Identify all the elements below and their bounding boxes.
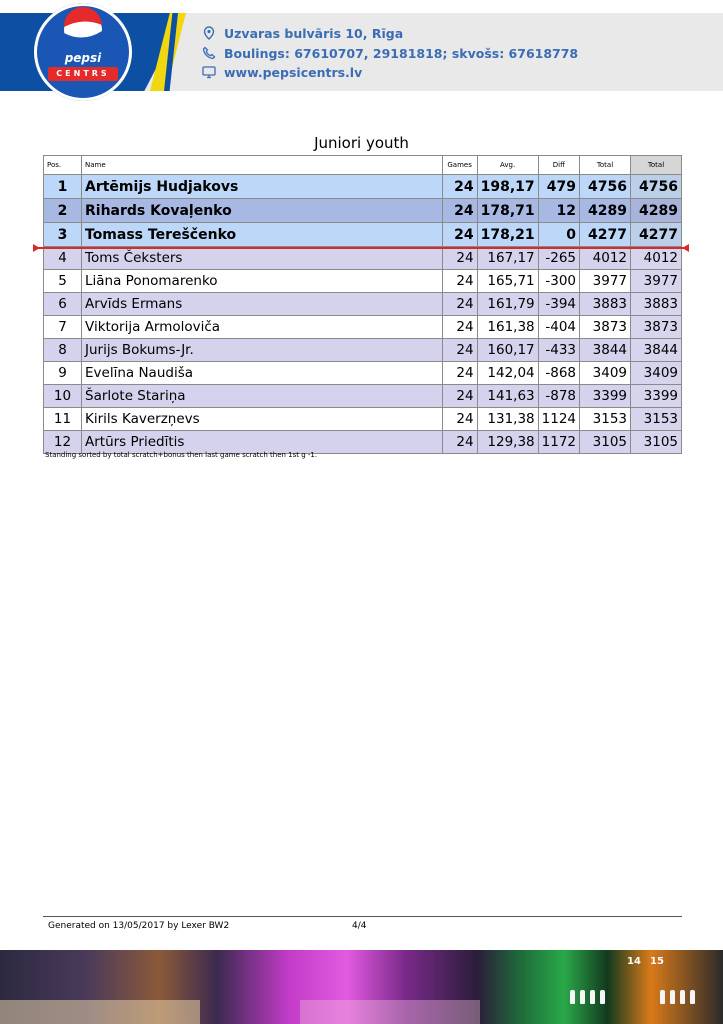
qualification-cut-line bbox=[38, 247, 688, 249]
logo-sub: CENTRS bbox=[48, 67, 118, 81]
col-pos: Pos. bbox=[44, 156, 82, 175]
table-row bbox=[44, 339, 682, 362]
header bbox=[0, 0, 723, 100]
row-total-2: 3844 bbox=[631, 339, 682, 362]
row-total: 3844 bbox=[580, 339, 631, 362]
bowling-pin-icon bbox=[600, 990, 605, 1004]
bowling-pin-icon bbox=[580, 990, 585, 1004]
row-diff: -404 bbox=[538, 316, 579, 339]
table-header-row bbox=[44, 156, 682, 175]
row-name: Arvīds Ermans bbox=[82, 293, 443, 316]
row-diff: 479 bbox=[538, 175, 579, 199]
row-avg: 142,04 bbox=[477, 362, 538, 385]
row-total-2: 4277 bbox=[631, 223, 682, 247]
row-total-2: 4012 bbox=[631, 247, 682, 270]
row-total-2: 4289 bbox=[631, 199, 682, 223]
row-name: Jurijs Bokums-Jr. bbox=[82, 339, 443, 362]
row-pos: 9 bbox=[44, 362, 82, 385]
col-total-2: Total bbox=[631, 156, 682, 175]
row-pos: 3 bbox=[44, 223, 82, 247]
row-games: 24 bbox=[442, 247, 477, 270]
lane-surface bbox=[300, 1000, 480, 1024]
sorting-note: Standing sorted by total scratch+bonus then last game scratch then 1st g -1. bbox=[45, 451, 318, 459]
row-pos: 4 bbox=[44, 247, 82, 270]
row-avg: 161,79 bbox=[477, 293, 538, 316]
row-total: 3105 bbox=[580, 431, 631, 454]
row-total: 3883 bbox=[580, 293, 631, 316]
generated-info: Generated on 13/05/2017 by Lexer BW2 bbox=[48, 921, 230, 931]
row-games: 24 bbox=[442, 362, 477, 385]
row-diff: -878 bbox=[538, 385, 579, 408]
row-avg: 167,17 bbox=[477, 247, 538, 270]
row-name: Tomass Tereščenko bbox=[82, 223, 443, 247]
row-total-2: 3977 bbox=[631, 270, 682, 293]
table-row bbox=[44, 293, 682, 316]
row-name: Liāna Ponomarenko bbox=[82, 270, 443, 293]
row-name: Šarlote Stariņa bbox=[82, 385, 443, 408]
row-total: 4289 bbox=[580, 199, 631, 223]
row-games: 24 bbox=[442, 270, 477, 293]
row-games: 24 bbox=[442, 316, 477, 339]
row-name: Toms Čeksters bbox=[82, 247, 443, 270]
bowling-hall-photo bbox=[0, 950, 723, 1024]
row-total-2: 3409 bbox=[631, 362, 682, 385]
lane-number: 14 bbox=[627, 956, 641, 967]
table-row bbox=[44, 362, 682, 385]
pepsi-centrs-logo[interactable] bbox=[34, 3, 132, 101]
row-total: 3153 bbox=[580, 408, 631, 431]
row-games: 24 bbox=[442, 293, 477, 316]
address-line bbox=[202, 26, 403, 41]
phones-line bbox=[202, 46, 578, 61]
bowling-pin-icon bbox=[670, 990, 675, 1004]
row-total-2: 3399 bbox=[631, 385, 682, 408]
address-text: Uzvaras bulvāris 10, Rīga bbox=[224, 26, 404, 41]
row-avg: 129,38 bbox=[477, 431, 538, 454]
row-games: 24 bbox=[442, 385, 477, 408]
row-diff: 0 bbox=[538, 223, 579, 247]
logo-word: pepsi bbox=[64, 51, 102, 65]
row-total-2: 3883 bbox=[631, 293, 682, 316]
row-avg: 160,17 bbox=[477, 339, 538, 362]
table-row bbox=[44, 223, 682, 247]
footer-divider bbox=[43, 916, 682, 917]
row-diff: 1124 bbox=[538, 408, 579, 431]
row-avg: 141,63 bbox=[477, 385, 538, 408]
phones-text: Boulings: 67610707, 29181818; skvošs: 67618778 bbox=[224, 46, 579, 61]
row-total: 3409 bbox=[580, 362, 631, 385]
row-pos: 8 bbox=[44, 339, 82, 362]
standings-table bbox=[43, 155, 682, 454]
row-total: 4012 bbox=[580, 247, 631, 270]
row-diff: 1172 bbox=[538, 431, 579, 454]
row-total: 3873 bbox=[580, 316, 631, 339]
row-avg: 165,71 bbox=[477, 270, 538, 293]
row-games: 24 bbox=[442, 339, 477, 362]
monitor-icon bbox=[202, 65, 216, 79]
cut-marker-right-icon bbox=[682, 244, 689, 252]
table-row bbox=[44, 385, 682, 408]
table-row bbox=[44, 408, 682, 431]
row-avg: 198,17 bbox=[477, 175, 538, 199]
row-games: 24 bbox=[442, 199, 477, 223]
phone-icon bbox=[202, 46, 216, 60]
row-avg: 161,38 bbox=[477, 316, 538, 339]
bowling-pin-icon bbox=[570, 990, 575, 1004]
row-name: Evelīna Naudiša bbox=[82, 362, 443, 385]
row-diff: -868 bbox=[538, 362, 579, 385]
row-pos: 6 bbox=[44, 293, 82, 316]
page-title: Juniori youth bbox=[314, 134, 409, 152]
row-total-2: 4756 bbox=[631, 175, 682, 199]
row-diff: -300 bbox=[538, 270, 579, 293]
row-games: 24 bbox=[442, 223, 477, 247]
cut-marker-left-icon bbox=[33, 244, 40, 252]
lane-surface bbox=[0, 1000, 200, 1024]
row-pos: 5 bbox=[44, 270, 82, 293]
row-pos: 7 bbox=[44, 316, 82, 339]
table-row bbox=[44, 175, 682, 199]
row-diff: 12 bbox=[538, 199, 579, 223]
row-avg: 131,38 bbox=[477, 408, 538, 431]
row-name: Kirils Kaverzņevs bbox=[82, 408, 443, 431]
row-pos: 2 bbox=[44, 199, 82, 223]
row-name: Viktorija Armoloviča bbox=[82, 316, 443, 339]
row-avg: 178,21 bbox=[477, 223, 538, 247]
row-pos: 12 bbox=[44, 431, 82, 454]
row-diff: -265 bbox=[538, 247, 579, 270]
row-total-2: 3153 bbox=[631, 408, 682, 431]
col-diff: Diff bbox=[538, 156, 579, 175]
website-line[interactable] bbox=[202, 65, 362, 80]
row-games: 24 bbox=[442, 175, 477, 199]
row-pos: 10 bbox=[44, 385, 82, 408]
website-link[interactable]: www.pepsicentrs.lv bbox=[224, 65, 363, 80]
table-row bbox=[44, 247, 682, 270]
col-total: Total bbox=[580, 156, 631, 175]
col-games: Games bbox=[442, 156, 477, 175]
row-total: 4756 bbox=[580, 175, 631, 199]
bowling-pin-icon bbox=[590, 990, 595, 1004]
row-games: 24 bbox=[442, 408, 477, 431]
location-pin-icon bbox=[202, 26, 216, 40]
col-name: Name bbox=[82, 156, 443, 175]
row-diff: -433 bbox=[538, 339, 579, 362]
bowling-pin-icon bbox=[660, 990, 665, 1004]
row-name: Artēmijs Hudjakovs bbox=[82, 175, 443, 199]
row-avg: 178,71 bbox=[477, 199, 538, 223]
row-total-2: 3105 bbox=[631, 431, 682, 454]
table-row bbox=[44, 199, 682, 223]
bowling-pin-icon bbox=[680, 990, 685, 1004]
row-pos: 11 bbox=[44, 408, 82, 431]
bowling-pin-icon bbox=[690, 990, 695, 1004]
row-diff: -394 bbox=[538, 293, 579, 316]
table-row bbox=[44, 270, 682, 293]
col-avg: Avg. bbox=[477, 156, 538, 175]
row-total-2: 3873 bbox=[631, 316, 682, 339]
lane-number: 15 bbox=[650, 956, 664, 967]
row-name: Rihards Kovaļenko bbox=[82, 199, 443, 223]
row-games: 24 bbox=[442, 431, 477, 454]
row-pos: 1 bbox=[44, 175, 82, 199]
table-row bbox=[44, 316, 682, 339]
row-total: 3977 bbox=[580, 270, 631, 293]
row-total: 4277 bbox=[580, 223, 631, 247]
page-number: 4/4 bbox=[352, 921, 367, 931]
row-total: 3399 bbox=[580, 385, 631, 408]
row-name: Artūrs Priedītis bbox=[82, 431, 443, 454]
